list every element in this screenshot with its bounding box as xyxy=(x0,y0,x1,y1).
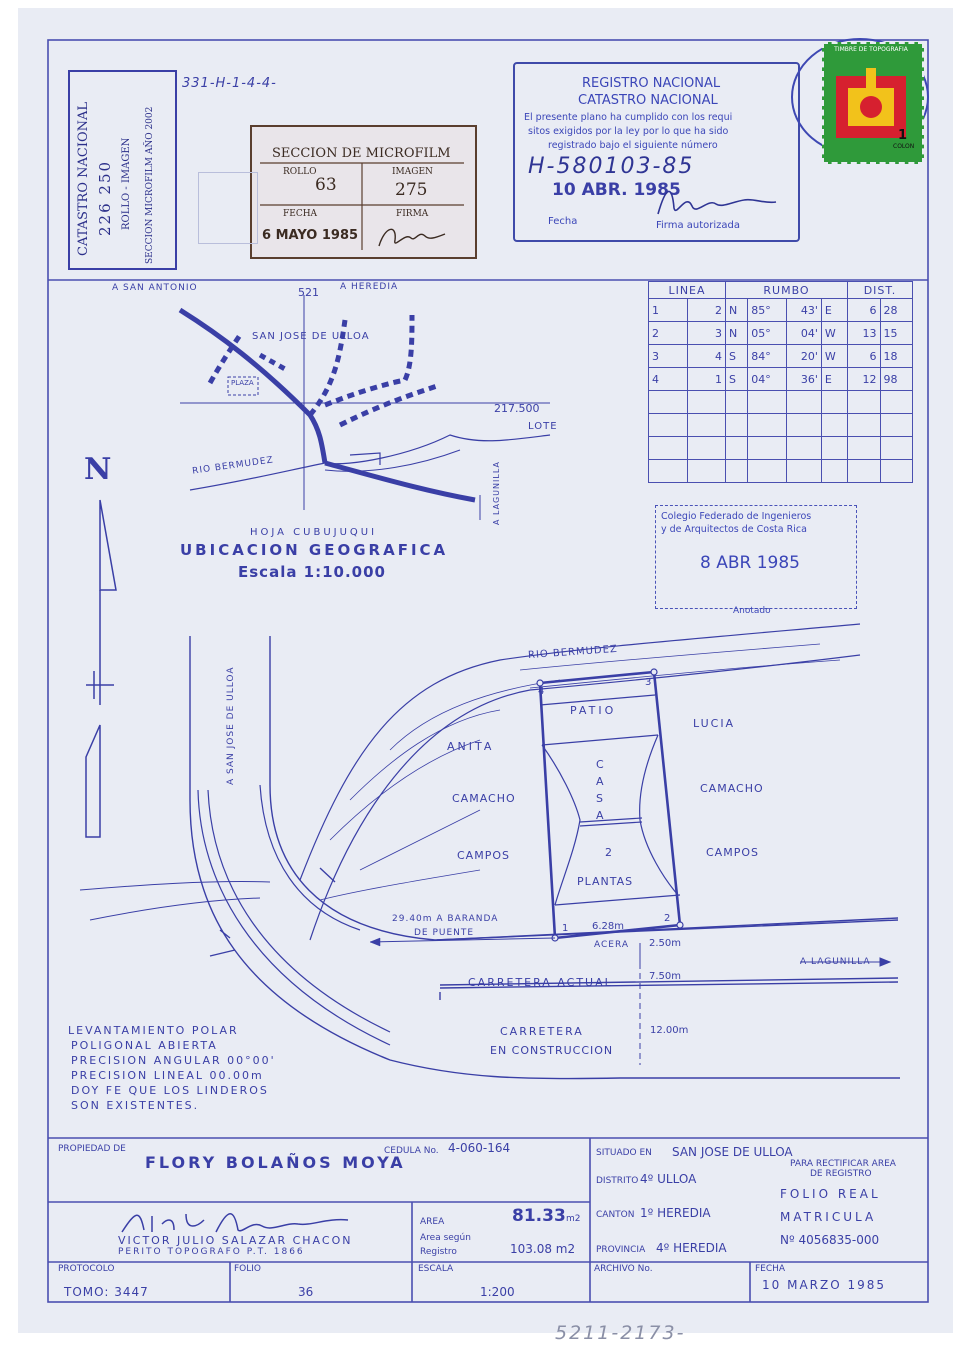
folio-value: 36 xyxy=(298,1285,314,1299)
cell-min: 36' xyxy=(786,368,821,391)
cell-dist-dec: 28 xyxy=(880,299,913,322)
table-row xyxy=(649,414,913,437)
table-row xyxy=(649,437,913,460)
fecha-label: FECHA xyxy=(755,1264,786,1274)
cedula-label: CEDULA No. xyxy=(384,1146,439,1156)
note-3: PRECISION ANGULAR 00°00' xyxy=(71,1054,276,1067)
cell-deg: 85° xyxy=(748,299,787,322)
cell-min: 43' xyxy=(786,299,821,322)
carretera-width: 7.50m xyxy=(649,971,682,982)
cell-ns: S xyxy=(726,368,748,391)
registro-signature xyxy=(652,178,782,224)
catastro-line1: CATASTRO NACIONAL xyxy=(76,101,91,256)
th-linea: LINEA xyxy=(649,282,726,299)
situado-label: SITUADO EN xyxy=(596,1148,652,1158)
map-scale: Escala 1:10.000 xyxy=(238,563,386,581)
casa-letter-3: S xyxy=(596,792,604,805)
vertex-2: 2 xyxy=(664,913,671,924)
area-unit: m2 xyxy=(566,1214,581,1224)
north-label: N xyxy=(84,452,112,487)
map-hoja: HOJA CUBUJUQUI xyxy=(250,527,378,538)
table-row xyxy=(649,368,913,391)
baranda-line1: 29.40m A BARANDA xyxy=(392,914,499,924)
registro-title1: REGISTRO NACIONAL xyxy=(582,76,721,91)
cell-dist-dec: 98 xyxy=(880,368,913,391)
cell-to: 2 xyxy=(687,299,726,322)
propiedad-label: PROPIEDAD DE xyxy=(58,1144,126,1154)
registro-firma-label: Firma autorizada xyxy=(656,220,741,231)
protocolo-label: PROTOCOLO xyxy=(58,1264,115,1274)
rectificar-line1: PARA RECTIFICAR AREA xyxy=(790,1159,896,1169)
table-row xyxy=(649,322,913,345)
map-to-lagunilla: A LAGUNILLA xyxy=(492,461,501,525)
registro-body1: El presente plano ha cumplido con los requi xyxy=(524,112,733,123)
cell-to: 4 xyxy=(687,345,726,368)
cell-ew: E xyxy=(821,299,847,322)
cell-to: 1 xyxy=(687,368,726,391)
escala-value: 1:200 xyxy=(480,1285,515,1299)
map-to-heredia: A HEREDIA xyxy=(340,282,399,292)
plantas-label: PLANTAS xyxy=(577,875,634,888)
street-to-san-jose: A SAN JOSE DE ULLOA xyxy=(226,666,236,785)
cell-from: 2 xyxy=(649,322,688,345)
table-row xyxy=(649,345,913,368)
site-river: RIO BERMUDEZ xyxy=(527,643,619,662)
cell-dist-int: 6 xyxy=(848,345,881,368)
construccion-width: 12.00m xyxy=(650,1025,689,1036)
imagen-value: 275 xyxy=(395,180,428,200)
cell-ew: W xyxy=(821,345,847,368)
archivo-label: ARCHIVO No. xyxy=(594,1264,653,1274)
colegio-line2: y de Arquitectos de Costa Rica xyxy=(661,524,807,535)
note-5: DOY FE QUE LOS LINDEROS xyxy=(71,1084,269,1097)
cell-dist-int: 12 xyxy=(848,368,881,391)
note-1: LEVANTAMIENTO POLAR xyxy=(68,1024,239,1037)
canton-value: 1º HEREDIA xyxy=(640,1206,711,1220)
plantas-number: 2 xyxy=(605,846,613,859)
left-neighbor-1: ANITA xyxy=(447,740,495,753)
casa-letter-4: A xyxy=(596,809,605,822)
left-neighbor-2: CAMACHO xyxy=(452,792,516,805)
situado-value: SAN JOSE DE ULLOA xyxy=(672,1145,793,1159)
site-plan xyxy=(60,600,930,1090)
casa-letter-1: C xyxy=(596,758,605,771)
cell-from: 4 xyxy=(649,368,688,391)
provincia-value: 4º HEREDIA xyxy=(656,1241,727,1255)
map-lote: LOTE xyxy=(528,421,558,432)
note-2: POLIGONAL ABIERTA xyxy=(71,1039,218,1052)
cell-ew: W xyxy=(821,322,847,345)
bearings-table xyxy=(648,281,913,483)
registro-date: 10 ABR. 1985 xyxy=(552,180,681,200)
cell-to: 3 xyxy=(687,322,726,345)
map-to-san-antonio: A SAN ANTONIO xyxy=(112,283,198,293)
colegio-date: 8 ABR 1985 xyxy=(700,553,800,573)
vertex-1: 1 xyxy=(562,923,569,934)
map-town: SAN JOSE DE ULLOA xyxy=(252,331,370,342)
cell-ew: E xyxy=(821,368,847,391)
catastro-line3: ROLLO - IMAGEN xyxy=(121,137,132,230)
table-row xyxy=(649,299,913,322)
folio-label: FOLIO xyxy=(234,1264,262,1274)
distrito-label: DISTRITO xyxy=(596,1176,639,1186)
cell-ns: S xyxy=(726,345,748,368)
owner-name: FLORY BOLAÑOS MOYA xyxy=(145,1153,406,1172)
acera-width: 2.50m xyxy=(649,938,682,949)
timbre-value: 1 xyxy=(898,128,908,143)
reference-code: 331-H-1-4-4- xyxy=(182,76,277,91)
tomo-value: TOMO: 3447 xyxy=(64,1285,149,1299)
right-neighbor-2: CAMACHO xyxy=(700,782,764,795)
area-label: AREA xyxy=(420,1217,445,1227)
folio-real: FOLIO REAL xyxy=(780,1187,881,1201)
escala-label: ESCALA xyxy=(418,1264,454,1274)
imagen-label: IMAGEN xyxy=(392,167,433,177)
fecha-value: 10 MARZO 1985 xyxy=(762,1278,887,1292)
vertex-3: 3 xyxy=(645,677,652,688)
colegio-line1: Colegio Federado de Ingenieros xyxy=(661,511,812,522)
cedula-value: 4-060-164 xyxy=(448,1141,511,1155)
vertex-4: 4 xyxy=(538,686,545,697)
map-river: RIO BERMUDEZ xyxy=(191,455,275,477)
note-6: SON EXISTENTES. xyxy=(71,1099,200,1112)
area-registro-label2: Registro xyxy=(420,1247,457,1257)
right-neighbor-3: CAMPOS xyxy=(706,846,759,859)
canton-label: CANTON xyxy=(596,1210,635,1220)
cell-dist-int: 13 xyxy=(848,322,881,345)
timbre-top: TIMBRE DE TOPOGRAFIA xyxy=(834,46,908,53)
rectificar-line2: DE REGISTRO xyxy=(810,1169,872,1179)
registro-number: H-580103-85 xyxy=(528,154,695,179)
microfilm-firma-label: FIRMA xyxy=(396,209,429,219)
th-rumbo: RUMBO xyxy=(726,282,848,299)
right-neighbor-1: LUCIA xyxy=(693,717,736,730)
th-dist: DIST. xyxy=(848,282,913,299)
table-row xyxy=(649,460,913,483)
cell-from: 1 xyxy=(649,299,688,322)
carretera-actual: CARRETERA ACTUAL xyxy=(468,976,613,989)
cell-from: 3 xyxy=(649,345,688,368)
microfilm-signature xyxy=(375,220,455,252)
matricula-number: Nº 4056835-000 xyxy=(780,1233,880,1247)
cell-deg: 04° xyxy=(748,368,787,391)
map-grid-top: 521 xyxy=(298,286,319,299)
front-distance: 6.28m xyxy=(592,921,625,932)
faint-stamp xyxy=(198,172,258,244)
table-row xyxy=(649,391,913,414)
registro-body2: sitos exigidos por la ley por lo que ha sido xyxy=(528,126,729,137)
microfilm-fecha-value: 6 MAYO 1985 xyxy=(262,228,359,243)
patio-label: PATIO xyxy=(570,704,617,717)
area-registro-value: 103.08 m2 xyxy=(510,1242,576,1256)
timbre-unit: COLON xyxy=(893,143,915,150)
cell-min: 20' xyxy=(786,345,821,368)
matricula-label: MATRICULA xyxy=(780,1210,877,1224)
area-value: 81.33 xyxy=(512,1206,566,1226)
cell-ns: N xyxy=(726,322,748,345)
cell-dist-dec: 18 xyxy=(880,345,913,368)
provincia-label: PROVINCIA xyxy=(596,1245,646,1255)
to-lagunilla: A LAGUNILLA xyxy=(800,957,871,967)
construccion-line2: EN CONSTRUCCION xyxy=(490,1044,614,1057)
catastro-line4: SECCION MICROFILM AÑO 2002 xyxy=(145,106,155,264)
map-plaza: PLAZA xyxy=(231,379,254,387)
catastro-line2: 226 250 xyxy=(96,159,114,236)
registro-body3: registrado bajo el siguiente número xyxy=(548,140,718,151)
acera-label: ACERA xyxy=(594,940,630,950)
microfilm-fecha-label: FECHA xyxy=(283,209,318,219)
registro-title2: CATASTRO NACIONAL xyxy=(578,93,718,108)
colegio-note: Anotado xyxy=(733,606,771,616)
registro-fecha-label: Fecha xyxy=(548,216,578,227)
construccion-line1: CARRETERA xyxy=(500,1025,584,1038)
baranda-line2: DE PUENTE xyxy=(414,928,475,938)
map-grid-right: 217.500 xyxy=(494,402,540,415)
cell-dist-dec: 15 xyxy=(880,322,913,345)
note-4: PRECISION LINEAL 00.00m xyxy=(71,1069,264,1082)
cell-dist-int: 6 xyxy=(848,299,881,322)
surveyor-title: PERITO TOPOGRAFO P.T. 1866 xyxy=(118,1247,305,1257)
cell-deg: 84° xyxy=(748,345,787,368)
surveyor-name: VICTOR JULIO SALAZAR CHACON xyxy=(118,1234,353,1247)
microfilm-title: SECCION DE MICROFILM xyxy=(272,146,451,161)
casa-letter-2: A xyxy=(596,775,605,788)
cell-deg: 05° xyxy=(748,322,787,345)
rollo-value: 63 xyxy=(315,175,337,195)
rollo-label: ROLLO xyxy=(283,167,317,177)
cell-ns: N xyxy=(726,299,748,322)
left-neighbor-3: CAMPOS xyxy=(457,849,510,862)
cell-min: 04' xyxy=(786,322,821,345)
area-registro-label1: Area según xyxy=(420,1233,471,1243)
footer-code: 5211-2173- xyxy=(555,1322,686,1344)
distrito-value: 4º ULLOA xyxy=(640,1172,697,1186)
map-title: UBICACION GEOGRAFICA xyxy=(180,541,449,559)
